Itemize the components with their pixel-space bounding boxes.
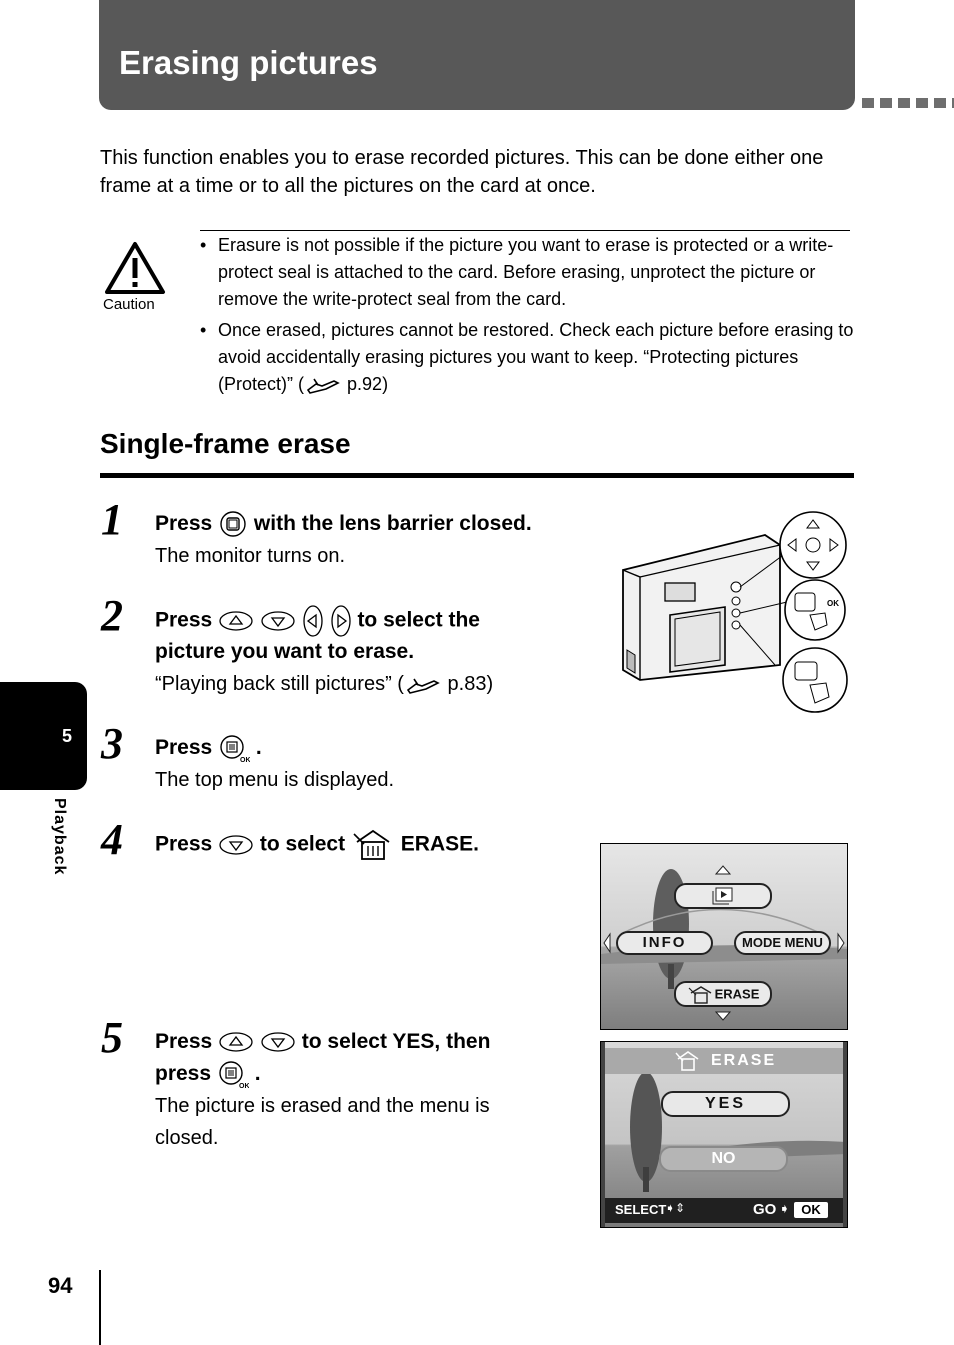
section-rule (100, 473, 854, 478)
down-arrow-button-icon (260, 1031, 296, 1053)
step-instruction: Press OK . (155, 732, 262, 764)
section-title: Single-frame erase (100, 428, 351, 459)
up-arrow-button-icon (218, 1031, 254, 1053)
chapter-tab (0, 682, 87, 790)
caution-item: • Once erased, pictures cannot be restored. Check each picture before erasing to avoid accidentally erasing pictures you want to keep. “Protecting pictures (Protect)” ( p.92) (200, 317, 860, 398)
chapter-label: Playback (51, 798, 68, 876)
step-result: The top menu is displayed. (155, 769, 395, 791)
page-number: 94 (48, 1273, 73, 1298)
step-number: 1 (101, 495, 123, 544)
playback-menu-item[interactable] (674, 883, 772, 909)
down-arrow-button-icon (218, 834, 254, 856)
step-instruction: Press with the lens barrier closed. (155, 508, 532, 540)
ok-menu-button-icon (217, 1059, 249, 1089)
page-title: Erasing pictures (119, 44, 378, 81)
select-arrows-icon: ➧⇕ (665, 1201, 686, 1215)
step-instruction: Press to select YES, then (155, 1030, 491, 1053)
go-arrow-icon: ➧ (779, 1201, 790, 1216)
step-number: 3 (101, 719, 123, 768)
svg-text:OK: OK (238, 1083, 249, 1090)
caution-icon (104, 241, 166, 295)
caution-item: • Erasure is not possible if the picture you want to erase is protected or a write-protect seal is attached to the card. Before erasing, unprotect the picture or remove the write-protect seal from the card. (200, 232, 860, 313)
erase-trash-icon (351, 828, 395, 862)
bottom-bar (605, 1198, 843, 1223)
select-hint: SELECT (615, 1202, 667, 1217)
step-instruction: Press to select ERASE. (155, 828, 479, 862)
down-arrow-button-icon (260, 610, 296, 632)
up-arrow-button-icon (218, 610, 254, 632)
caution-list (200, 232, 860, 402)
erase-menu-item[interactable]: ERASE (674, 981, 772, 1007)
chapter-number: 5 (62, 726, 73, 746)
left-arrow-button-icon (302, 604, 324, 638)
step-instruction-cont: picture you want to erase. (155, 640, 415, 663)
erase-trash-icon (673, 1049, 703, 1073)
playback-icon (705, 885, 741, 907)
caution-rule (200, 230, 850, 231)
step-number: 2 (101, 591, 123, 640)
ok-key-label: OK (794, 1202, 828, 1218)
step-result: “Playing back still pictures” ( p.83) (155, 673, 494, 695)
step-instruction-cont: press OK . (155, 1058, 261, 1090)
step-number: 5 (101, 1013, 123, 1062)
erase-confirm-screen (600, 1041, 848, 1228)
erase-trash-icon (687, 985, 715, 1005)
caution-label: Caution (103, 296, 155, 313)
yes-option[interactable]: YES (661, 1091, 790, 1117)
ok-label: OK (827, 599, 839, 608)
step-instruction: Press to select the (155, 604, 480, 638)
camera-illustration (615, 505, 855, 720)
monitor-button-icon (218, 510, 248, 538)
intro-paragraph: This function enables you to erase recorded pictures. This can be done either one frame at a time or to all the pictures on the card at once. (100, 147, 824, 197)
page-reference-icon (404, 675, 442, 695)
go-hint: GO (753, 1201, 777, 1218)
no-option[interactable]: NO (659, 1146, 788, 1172)
info-menu-item[interactable]: INFO (616, 931, 713, 955)
mode-menu-item[interactable]: MODE MENU (734, 931, 831, 955)
step-result: The picture is erased and the menu is closed. (155, 1095, 490, 1149)
right-arrow-button-icon (330, 604, 352, 638)
header-decoration (862, 98, 954, 108)
step-result: The monitor turns on. (155, 545, 346, 567)
svg-text:OK: OK (240, 757, 251, 764)
ok-menu-button-icon (218, 733, 250, 763)
step-number: 4 (101, 815, 123, 864)
menu-screen (600, 843, 848, 1030)
page-rule (99, 1270, 101, 1345)
page-reference-icon (304, 375, 342, 395)
erase-title-bar: ERASE (605, 1048, 843, 1074)
